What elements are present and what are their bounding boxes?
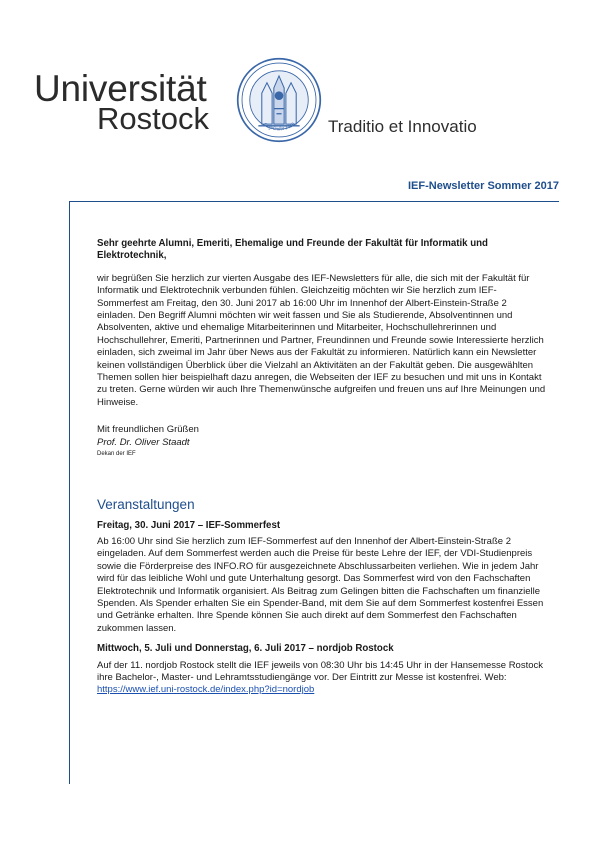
event-description-text: Auf der 11. nordjob Rostock stellt die IEF jeweils von 08:30 Uhr bis 14:45 Uhr in der Hansemesse Rostock ihre Bachelor-, Master- und Lehramtsstudiengänge vor. Der Eintritt zur Messe ist kostenfrei. Web: <box>97 659 544 683</box>
event-title: Freitag, 30. Juni 2017 – IEF-Sommerfest <box>97 519 281 531</box>
seal-text: Gegründet 1419 <box>262 121 296 133</box>
newsletter-title: IEF-Newsletter Sommer 2017 <box>407 180 559 192</box>
nordjob-link[interactable]: https://www.ief.uni-rostock.de/index.php?id=nordjob <box>97 684 315 696</box>
header-divider <box>69 201 559 202</box>
greeting: Sehr geehrte Alumni, Emeriti, Ehemalige und Freunde der Fakultät für Informatik und Elektrotechnik, <box>97 238 488 262</box>
intro-paragraph: wir begrüßen Sie herzlich zur vierten Ausgabe des IEF-Newsletters für alle, die sich mit der Fakultät für Informatik und Elektrotechnik verbunden fühlen. Gleichzeitig möchten wir Sie herzlich zum IEF-Sommerfest am Freitag, den 30. Juni 2017 ab 16:00 Uhr im Innenhof der Albert-Einstein-Straße 2 einladen. Den Begriff Alumni möchten wir weit fassen und Sie als Studierende, Absolventinnen und Absolventen, aktive und ehemalige Mitarbeiterinnen und Mitarbeiter, Hochschullehrerinnen und Hochschullehrer, Emeriti, Partnerinnen und Partner, Freundinnen und Freunde sowie Interessierte herzlich einladen, sich zweimal im Jahr über News aus der Fakultät zu informieren. Natürlich kann ein Newsletter keinen vollständigen Überblick über die Vielzahl an Aktivitäten an der Fakultät geben. Die ausgewählten Themen sollen hier beispielhaft dazu anregen, die Webseiten der IEF zu besuchen und mit uns in Kontakt zu treten. Gerne würden wir auch Ihre Themenwünsche aufgreifen und freuen uns auf Ihre Meinungen und Hinweise. <box>97 272 546 408</box>
newsletter-content <box>97 238 547 705</box>
closing: Mit freundlichen Grüßen <box>97 424 199 436</box>
motto: Traditio et Innovatio <box>328 117 477 136</box>
event-title: Mittwoch, 5. Juli und Donnerstag, 6. Juli 2017 – nordjob Rostock <box>97 643 394 655</box>
event-description <box>97 660 547 697</box>
event-description: Ab 16:00 Uhr sind Sie herzlich zum IEF-Sommerfest auf den Innenhof der Albert-Einstein-Straße 2 eingeladen. Auf dem Sommerfest werden auch die Preise für beste Lehre der IEF, der VDI-Studienpreis sowie die Förderpreise des INFO.RO für ausgezeichnete Abschlussarbeiten verliehen. Wie in jedem Jahr wird für das leibliche Wohl und gute Unterhaltung gesorgt. Das Sommerfest wird von den Fachschaften Elektrotechnik und Informatik organisiert. Als Beitrag zum Gelingen bitten die Fachschaften um finanzielle Spenden. Als Spender erhalten Sie ein Spender-Band, mit dem Sie auf dem Sommerfest kostenfrei Essen und Getränke erhalten. Ihre Spende können Sie auch direkt auf dem Sommerfest den Fachschaften zukommen lassen. <box>97 535 544 634</box>
section-heading-events: Veranstaltungen <box>97 497 195 513</box>
signer-role: Dekan der IEF <box>97 451 136 458</box>
logo-wordmark-rostock: Rostock <box>97 101 209 136</box>
signer-name: Prof. Dr. Oliver Staadt <box>97 436 190 448</box>
logo-wordmark-universitaet: Universität <box>34 68 207 109</box>
university-seal-icon <box>236 57 322 143</box>
left-margin-rule <box>69 201 70 784</box>
